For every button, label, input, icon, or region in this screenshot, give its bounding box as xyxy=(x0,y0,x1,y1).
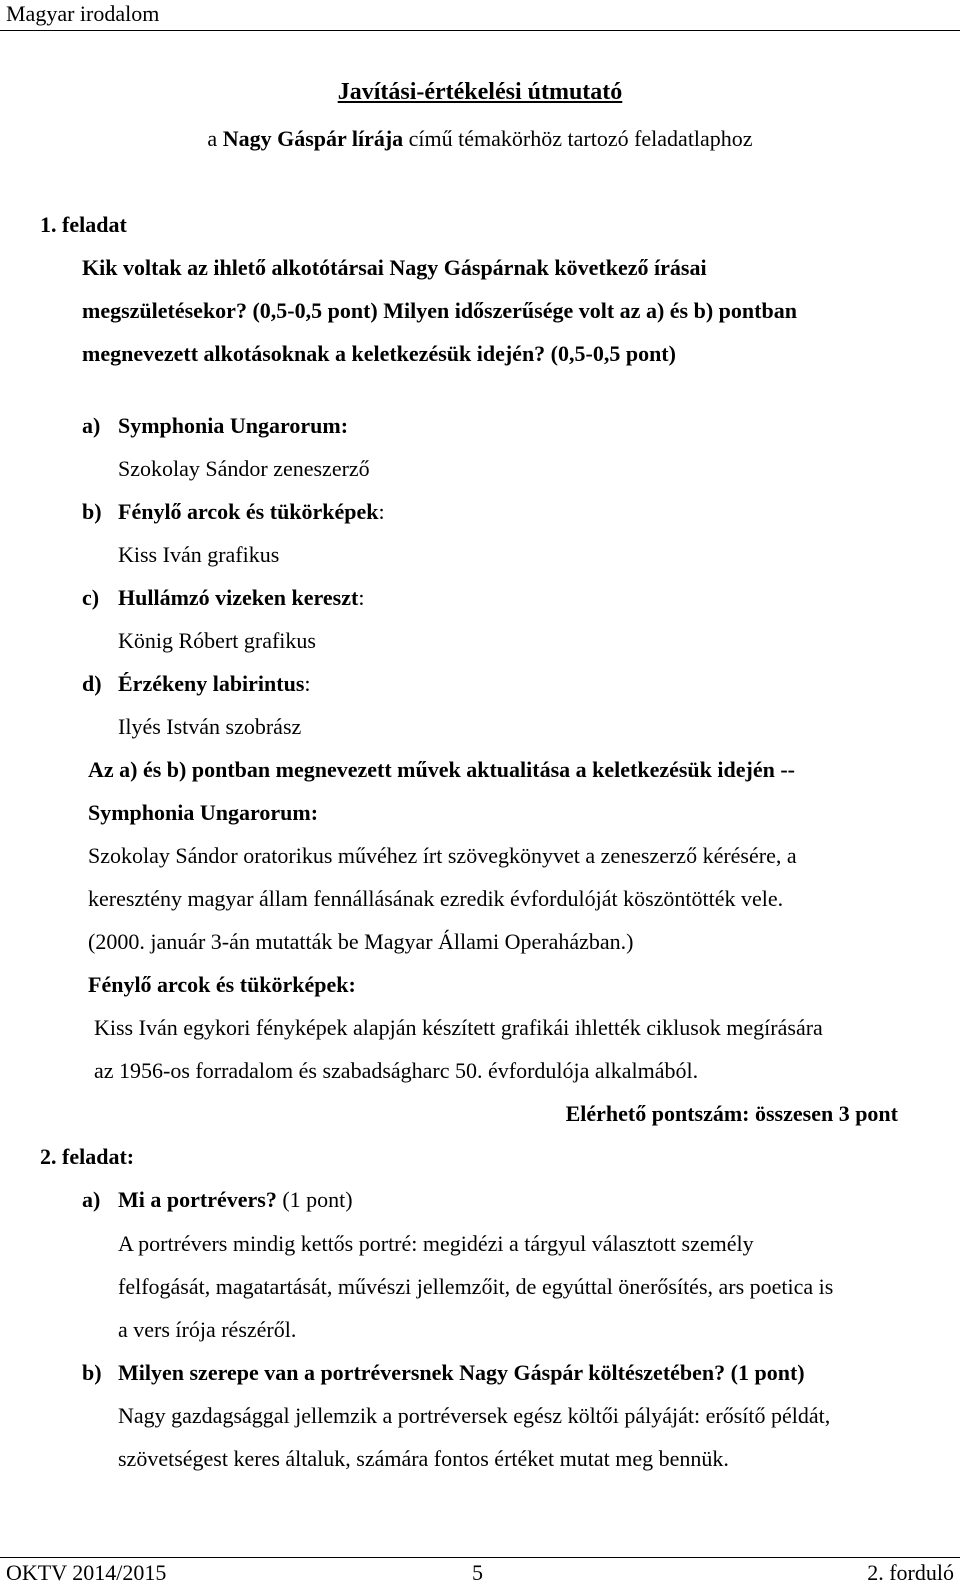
work2-line: az 1956-os forradalom és szabadságharc 50. évfordulója alkalmából. xyxy=(94,1058,699,1083)
page-number: 5 xyxy=(472,1560,483,1585)
task1-item-a-marker: a) xyxy=(82,413,101,438)
footer-right: 2. forduló xyxy=(867,1560,954,1585)
task1-item-b-answer: Kiss Iván grafikus xyxy=(118,542,280,567)
task1-item-d-title: Érzékeny labirintus: xyxy=(118,671,311,696)
relevance-heading: Az a) és b) pontban megnevezett művek aktualitása a keletkezésük idején -- xyxy=(88,757,795,782)
task2-qa-answer-line: felfogását, magatartását, művészi jellemzőit, de egyúttal önerősítés, ars poetica is xyxy=(118,1274,834,1299)
task2-qa-marker: a) xyxy=(82,1187,101,1212)
task1-item-a-answer: Szokolay Sándor zeneszerző xyxy=(118,456,370,481)
task1-question-line: megnevezett alkotásoknak a keletkezésük idején? (0,5-0,5 pont) xyxy=(82,341,676,366)
task2-qa-answer-line: a vers írója részéről. xyxy=(118,1317,297,1342)
work1-title: Symphonia Ungarorum: xyxy=(88,800,319,825)
work1-line: keresztény magyar állam fennállásának ezredik évfordulóját köszöntötték vele. xyxy=(88,886,784,911)
task1-question-line: Kik voltak az ihlető alkotótársai Nagy Gáspárnak következő írásai xyxy=(82,255,707,280)
task1-item-c-marker: c) xyxy=(82,585,100,610)
task2-qa-answer-line: A portrévers mindig kettős portré: megidézi a tárgyul választott személy xyxy=(118,1231,754,1256)
task1-item-c-answer: König Róbert grafikus xyxy=(118,628,316,653)
task1-heading: 1. feladat xyxy=(40,212,127,237)
task1-item-a-title: Symphonia Ungarorum: xyxy=(118,413,349,438)
work2-line: Kiss Iván egykori fényképek alapján készített grafikái ihlették ciklusok megírására xyxy=(94,1015,823,1040)
document-subtitle: a Nagy Gáspár lírája című témakörhöz tartozó feladatlaphoz xyxy=(207,126,753,151)
task1-item-c-title: Hullámzó vizeken kereszt: xyxy=(118,585,365,610)
task1-points: Elérhető pontszám: összesen 3 pont xyxy=(565,1101,898,1126)
task2-heading: 2. feladat: xyxy=(40,1144,135,1169)
task1-item-d-answer: Ilyés István szobrász xyxy=(118,714,302,739)
page-header xyxy=(0,0,960,31)
document-title: Javítási-értékelési útmutató xyxy=(337,79,623,105)
task1-item-b-marker: b) xyxy=(82,499,102,524)
work1-line: Szokolay Sándor oratorikus művéhez írt szövegkönyvet a zeneszerző kérésére, a xyxy=(88,843,797,868)
task2-qb-question: Milyen szerepe van a portréversnek Nagy Gáspár költészetében? (1 pont) xyxy=(118,1360,805,1385)
task1-item-d-marker: d) xyxy=(82,671,102,696)
task2-qb-marker: b) xyxy=(82,1360,102,1385)
task2-qa-question: Mi a portrévers? (1 pont) xyxy=(118,1187,353,1212)
work1-line: (2000. január 3-án mutatták be Magyar Állami Operaházban.) xyxy=(88,929,634,954)
task2-qb-answer-line: szövetségest keres általuk, számára fontos értéket mutat meg bennük. xyxy=(118,1446,729,1471)
work2-title: Fénylő arcok és tükörképek: xyxy=(88,972,356,997)
task1-question-line: megszületésekor? (0,5-0,5 pont) Milyen időszerűsége volt az a) és b) pontban xyxy=(82,298,797,323)
task1-item-b-title: Fénylő arcok és tükörképek: xyxy=(118,499,385,524)
task2-qb-answer-line: Nagy gazdagsággal jellemzik a portréversek egész költői pályáját: erősítő példát, xyxy=(118,1403,831,1428)
footer-left: OKTV 2014/2015 xyxy=(6,1560,167,1585)
header-title: Magyar irodalom xyxy=(6,1,160,26)
page-footer xyxy=(0,1557,960,1586)
